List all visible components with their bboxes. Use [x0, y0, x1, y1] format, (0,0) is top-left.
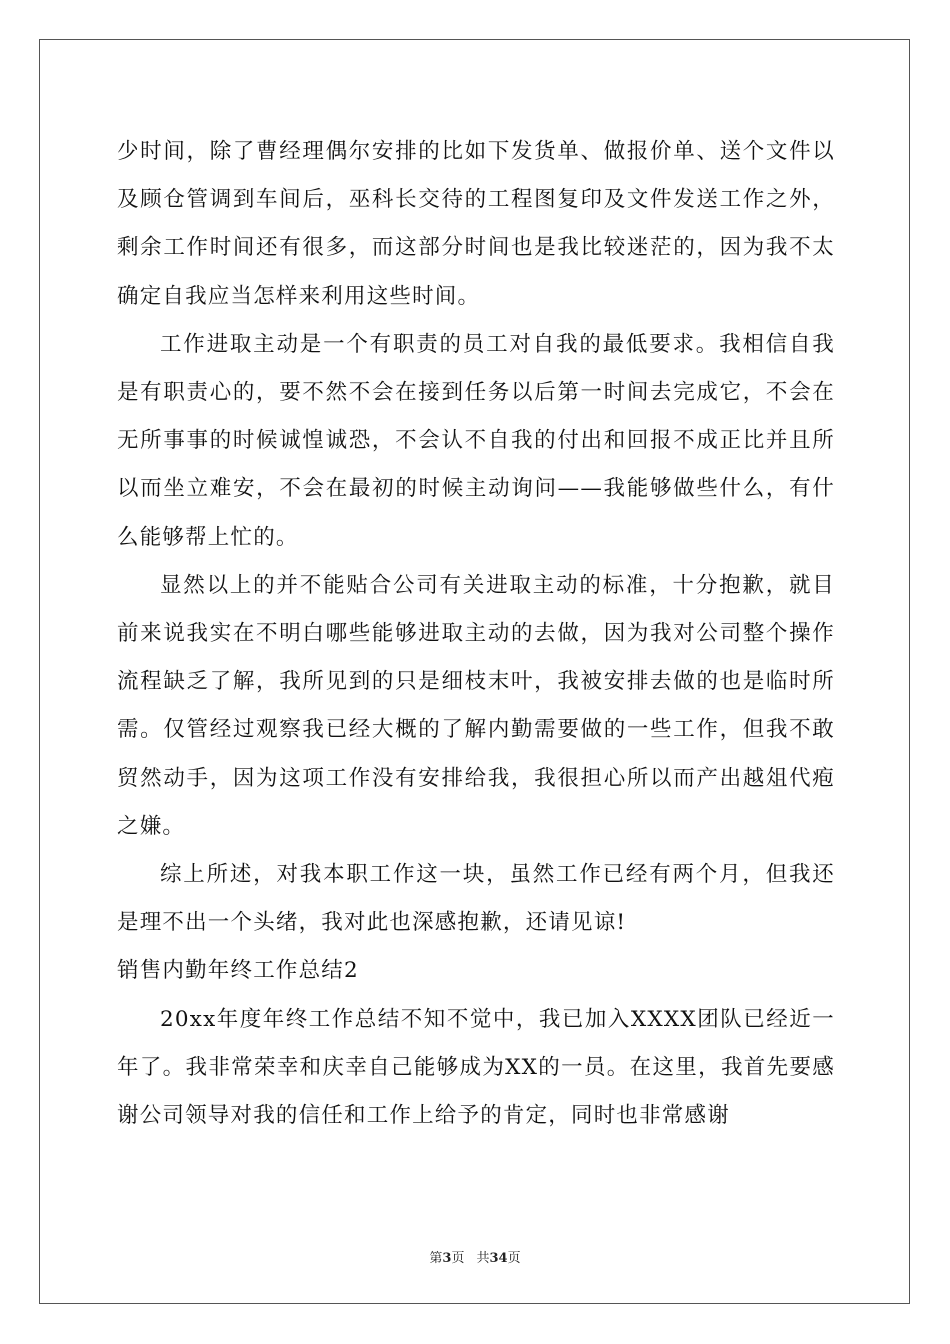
page-footer	[0, 1247, 950, 1266]
paragraph-4: 综上所述，对我本职工作这一块，虽然工作已经有两个月，但我还是理不出一个头绪，我对此也深感抱歉，还请见谅!	[117, 862, 835, 936]
paragraph-2: 工作进取主动是一个有职责的员工对自我的最低要求。我相信自我是有职责心的，要不然不会在接到任务以后第一时间去完成它，不会在无所事事的时候诚惶诚恐，不会认不自我的付出和回报不成正比并且所以而坐立难安，不会在最初的时候主动询问——我能够做些什么，有什么能够帮上忙的。	[117, 331, 835, 550]
paragraph-3: 显然以上的并不能贴合公司有关进取主动的标准，十分抱歉，就目前来说我实在不明白哪些能够进取主动的去做，因为我对公司整个操作流程缺乏了解，我所见到的只是细枝末叶，我被安排去做的也是临时所需。仅管经过观察我已经大概的了解内勤需要做的一些工作，但我不敢贸然动手，因为这项工作没有安排给我，我很担心所以而产出越俎代疱之嫌。	[117, 572, 835, 839]
page-number: 3	[442, 1251, 452, 1266]
paragraph-5: 20xx年度年终工作总结不知不觉中，我已加入XXXX团队已经近一年了。我非常荣幸和庆幸自己能够成为XX的一员。在这里，我首先要感谢公司领导对我的信任和工作上给予的肯定，同时也非常感谢	[117, 1006, 835, 1129]
total-pages: 34	[489, 1251, 508, 1266]
section-heading: 销售内勤年终工作总结2	[117, 958, 359, 984]
document-body	[117, 128, 835, 1140]
paragraph-1: 少时间，除了曹经理偶尔安排的比如下发货单、做报价单、送个文件以及顾仓管调到车间后，巫科长交待的工程图复印及文件发送工作之外，剩余工作时间还有很多，而这部分时间也是我比较迷茫的，因为我不太确定自我应当怎样来利用这些时间。	[117, 139, 835, 309]
page-suffix: 页	[451, 1251, 465, 1266]
total-suffix: 页	[507, 1251, 521, 1266]
page-prefix: 第	[429, 1251, 443, 1266]
total-prefix: 共	[476, 1251, 490, 1266]
